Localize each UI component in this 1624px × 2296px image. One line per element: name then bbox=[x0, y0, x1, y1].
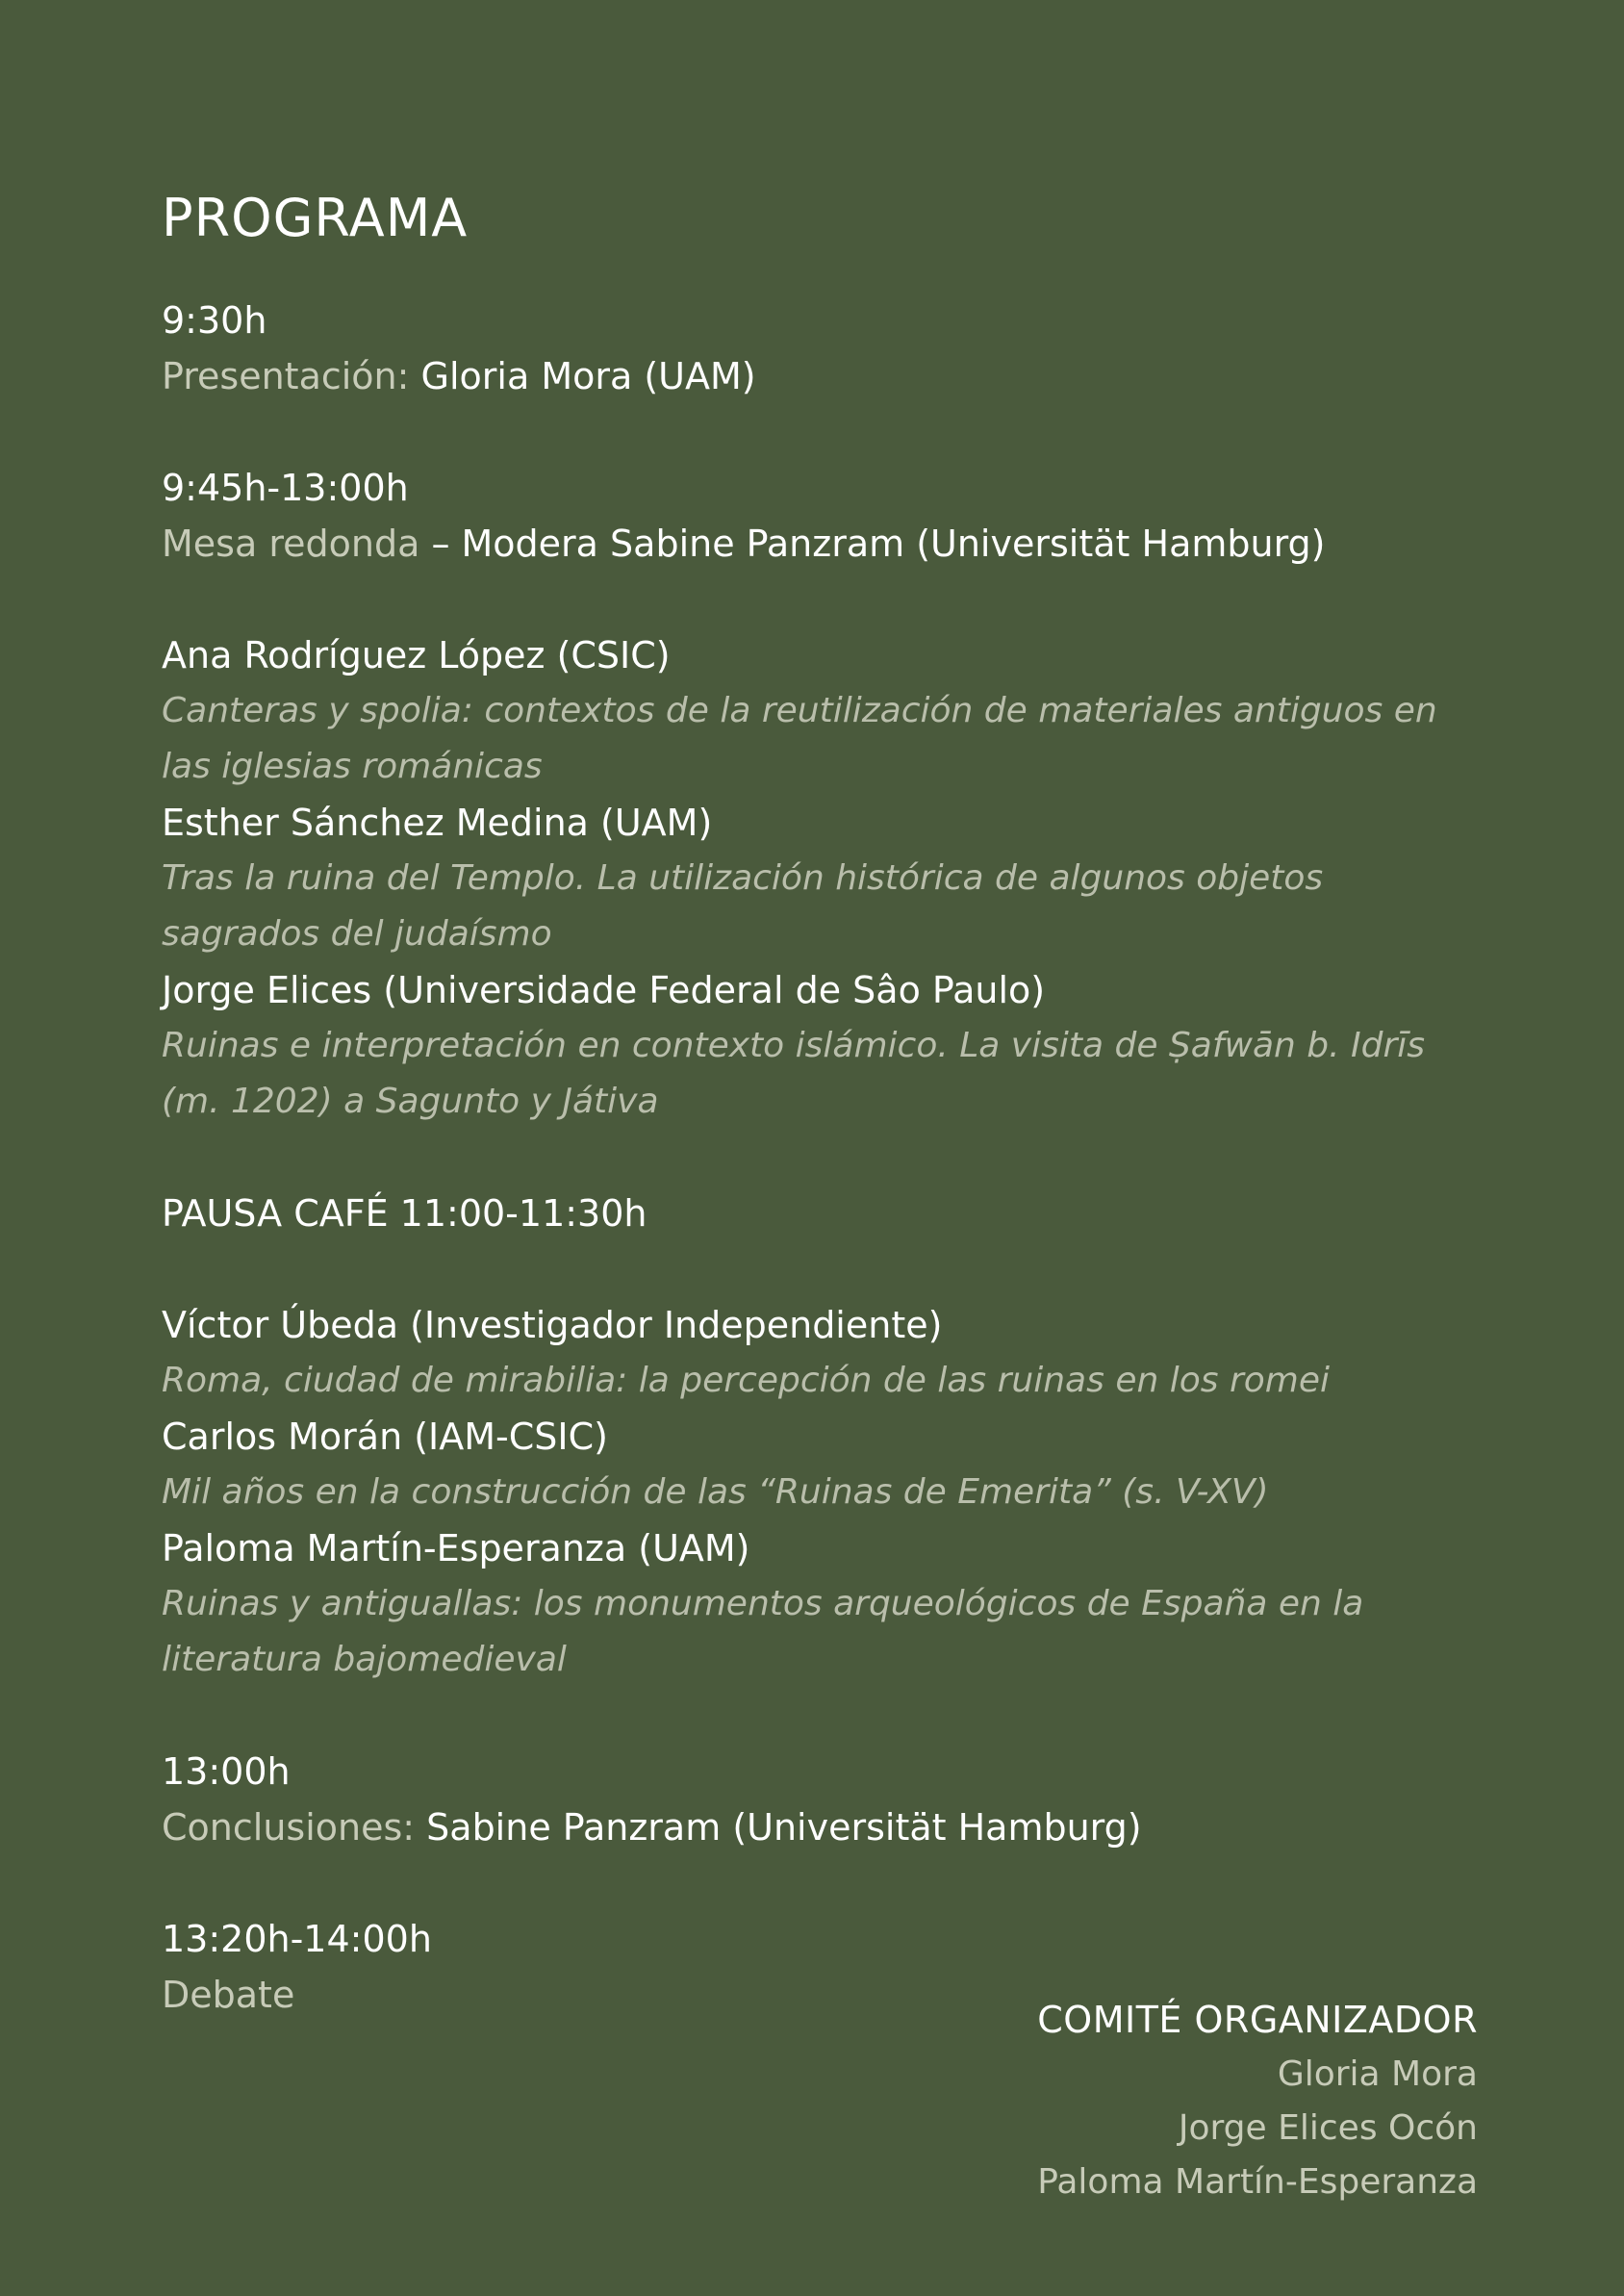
talks-group-2 bbox=[162, 1297, 1489, 1688]
conclusions-detail: Sabine Panzram (Universität Hamburg) bbox=[415, 1806, 1142, 1849]
program-content bbox=[162, 188, 1489, 2023]
committee-member: Paloma Martín-Esperanza bbox=[1037, 2162, 1478, 2202]
talk-title: Tras la ruina del Templo. La utilización histórica de algunos objetos sagrados del judaísmo bbox=[162, 858, 1324, 954]
conclusions-block bbox=[162, 1744, 1489, 1855]
spacer bbox=[162, 1241, 1489, 1297]
presentation-label: Presentación: bbox=[162, 355, 410, 397]
conclusions-time: 13:00h bbox=[162, 1750, 291, 1793]
spacer bbox=[162, 1130, 1489, 1186]
coffee-break: PAUSA CAFÉ 11:00-11:30h bbox=[162, 1192, 647, 1235]
round-table-label: Mesa redonda bbox=[162, 523, 420, 565]
presentation-detail: Gloria Mora (UAM) bbox=[409, 355, 756, 397]
speaker-name: Jorge Elices (Universidade Federal de Sâo Paulo) bbox=[162, 969, 1046, 1011]
committee-member: Gloria Mora bbox=[1277, 2054, 1478, 2094]
conclusions-label: Conclusiones: bbox=[162, 1806, 416, 1849]
round-table-moderator: – Modera Sabine Panzram (Universität Hamburg) bbox=[419, 523, 1326, 565]
debate-label: Debate bbox=[162, 1974, 295, 2016]
presentation-line bbox=[162, 348, 1489, 404]
round-table-block bbox=[162, 460, 1489, 572]
page-title: PROGRAMA bbox=[162, 188, 469, 248]
speaker-name: Ana Rodríguez López (CSIC) bbox=[162, 634, 671, 676]
talk-title: Ruinas y antiguallas: los monumentos arqueológicos de España en la literatura bajomedieval bbox=[162, 1584, 1364, 1679]
talk-title: Canteras y spolia: contextos de la reutilización de materiales antiguos en las iglesias románicas bbox=[162, 691, 1437, 786]
speaker-name: Esther Sánchez Medina (UAM) bbox=[162, 802, 713, 844]
presentation-block bbox=[162, 293, 1489, 404]
talk-title: Ruinas e interpretación en contexto islámico. La visita de Ṣafwān b. Idrīs (m. 1202) a Sagunto y Játiva bbox=[162, 1026, 1426, 1121]
round-table-line bbox=[162, 516, 1489, 572]
spacer bbox=[162, 404, 1489, 460]
presentation-time: 9:30h bbox=[162, 299, 267, 342]
speaker-name: Paloma Martín-Esperanza (UAM) bbox=[162, 1527, 750, 1569]
spacer bbox=[162, 572, 1489, 627]
speaker-name: Víctor Úbeda (Investigador Independiente) bbox=[162, 1304, 943, 1346]
committee-member: Jorge Elices Ocón bbox=[1178, 2108, 1478, 2148]
organizing-committee bbox=[1037, 1992, 1487, 2209]
talk-title: Mil años en la construcción de las “Ruinas de Emerita” (s. V-XV) bbox=[162, 1472, 1269, 1512]
conclusions-line bbox=[162, 1799, 1489, 1855]
round-table-time: 9:45h-13:00h bbox=[162, 467, 409, 509]
talks-group-1 bbox=[162, 627, 1489, 1130]
committee-heading: COMITÉ ORGANIZADOR bbox=[1037, 1999, 1478, 2041]
talk-title: Roma, ciudad de mirabilia: la percepción de las ruinas en los romei bbox=[162, 1361, 1330, 1400]
speaker-name: Carlos Morán (IAM-CSIC) bbox=[162, 1416, 608, 1458]
spacer bbox=[162, 1855, 1489, 1911]
debate-time: 13:20h-14:00h bbox=[162, 1918, 432, 1960]
spacer bbox=[162, 1688, 1489, 1744]
